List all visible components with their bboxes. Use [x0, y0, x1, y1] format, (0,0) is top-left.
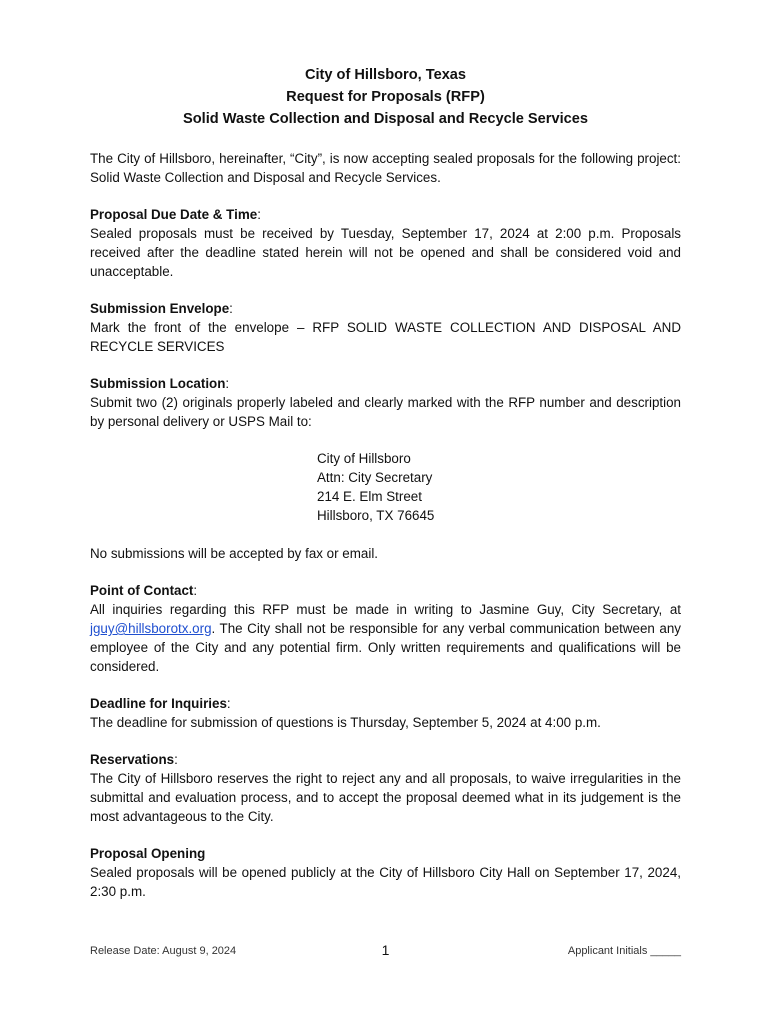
heading-text: Deadline for Inquiries: [90, 696, 227, 711]
page-footer: [90, 942, 681, 962]
heading-text: Submission Location: [90, 376, 226, 391]
title-rfp: Request for Proposals (RFP): [286, 89, 485, 105]
address-line: 214 E. Elm Street: [317, 489, 422, 504]
section-heading: [90, 205, 681, 224]
heading-text: Point of Contact: [90, 583, 194, 598]
section-heading: [90, 374, 681, 393]
document-title: [90, 64, 681, 130]
section-heading: [90, 299, 681, 318]
heading-colon: :: [225, 376, 230, 391]
heading-colon: :: [229, 301, 233, 316]
heading-colon: :: [257, 207, 261, 222]
document-body: [90, 64, 681, 901]
address-line: City of Hillsboro: [317, 451, 411, 466]
mailing-address: [317, 449, 681, 525]
section-text: The deadline for submission of questions is Thursday, September 5, 2024 at 4:00 p.m.: [90, 715, 601, 730]
release-date: Release Date: August 9, 2024: [90, 945, 237, 957]
heading-colon: :: [174, 752, 178, 767]
section-text: [90, 600, 681, 676]
section-inquiries: [90, 694, 681, 732]
applicant-initials: Applicant Initials _____: [567, 945, 681, 957]
no-submissions-note: No submissions will be accepted by fax or email.: [90, 546, 379, 561]
section-text: The City of Hillsboro reserves the right to reject any and all proposals, to waive irregularities in the submittal and evaluation process, and to accept the proposal deemed what in its judgement is the most advantageous to the City.: [90, 771, 681, 824]
heading-text: Reservations: [90, 752, 175, 767]
section-due-date: [90, 205, 681, 281]
heading-colon: :: [226, 696, 231, 711]
section-text: Sealed proposals must be received by Tuesday, September 17, 2024 at 2:00 p.m. Proposals received after the deadline stated herein will not be opened and shall be considered void and unacceptable.: [90, 226, 681, 279]
contact-text-before: All inquiries regarding this RFP must be made in writing to Jasmine Guy, City Secretary, at: [90, 602, 681, 617]
intro-paragraph: The City of Hillsboro, hereinafter, “City”, is now accepting sealed proposals for the following project: Solid Waste Collection and Disposal and Recycle Services.: [90, 151, 681, 185]
address-line: Attn: City Secretary: [317, 470, 433, 485]
section-heading: [90, 694, 681, 713]
section-heading: [90, 750, 681, 769]
section-contact: [90, 581, 681, 676]
heading-text: Proposal Due Date & Time: [90, 207, 258, 222]
address-line: Hillsboro, TX 76645: [317, 508, 435, 523]
heading-colon: :: [193, 583, 198, 598]
section-text: Submit two (2) originals properly labeled and clearly marked with the RFP number and description by personal delivery or USPS Mail to:: [90, 395, 681, 429]
section-text: Sealed proposals will be opened publicly at the City of Hillsboro City Hall on September 17, 2024, 2:30 p.m.: [90, 865, 681, 899]
section-heading: Proposal Opening: [90, 846, 206, 861]
section-heading: [90, 581, 681, 600]
section-location: [90, 374, 681, 525]
section-envelope: [90, 299, 681, 356]
section-text: Mark the front of the envelope – RFP SOLID WASTE COLLECTION AND DISPOSAL AND RECYCLE SERVICES: [90, 320, 681, 354]
page-number: 1: [381, 942, 390, 958]
title-city: City of Hillsboro, Texas: [304, 67, 467, 83]
contact-text-after: . The City shall not be responsible for any verbal communication between any employee of the City and any potential firm. Only written requirements and qualifications will be considered.: [90, 621, 681, 674]
section-opening: [90, 844, 681, 901]
contact-email-link[interactable]: jguy@hillsborotx.org: [90, 621, 212, 636]
heading-text: Submission Envelope: [90, 301, 230, 316]
title-services: Solid Waste Collection and Disposal and Recycle Services: [183, 111, 588, 127]
section-reservations: [90, 750, 681, 826]
